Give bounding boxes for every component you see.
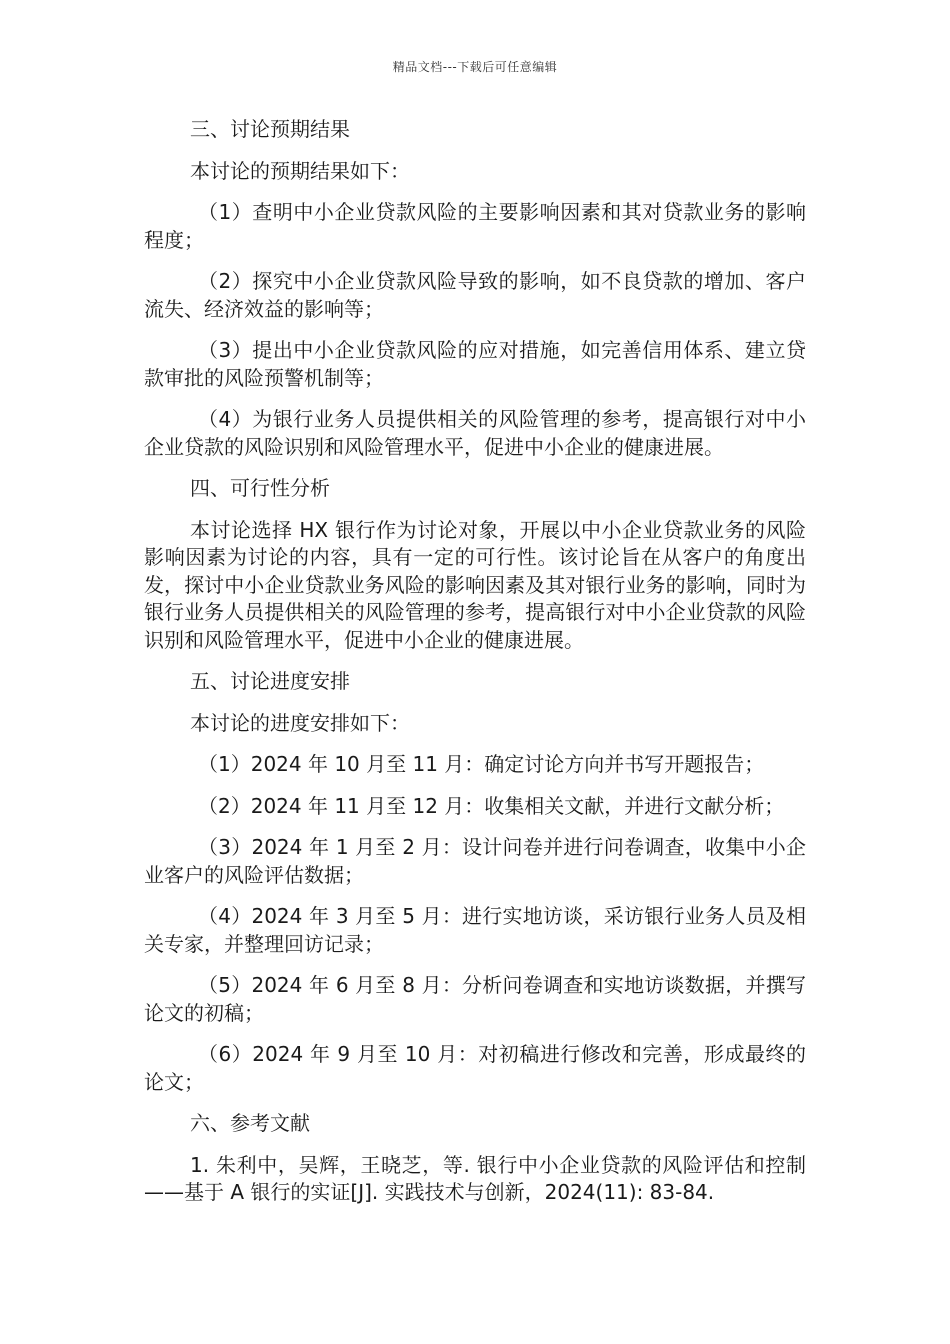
paragraph-schedule-intro: 本讨论的进度安排如下： (190, 710, 410, 735)
section-heading-feasibility: 四、可行性分析 (190, 476, 330, 500)
list-item-schedule-1: （1）2024 年 10 月至 11 月：确定讨论方向并书写开题报告； (198, 752, 765, 776)
list-item-expected-4: （4）为银行业务人员提供相关的风险管理的参考，提高银行对中小企业贷款的风险识别和风险管理水平，促进中小企业的健康进展。 (144, 407, 806, 459)
list-item-expected-1: （1）查明中小企业贷款风险的主要影响因素和其对贷款业务的影响程度； (144, 200, 806, 252)
page-header: 精品文档---下载后可任意编辑 (392, 60, 558, 74)
list-item-schedule-4: （4）2024 年 3 月至 5 月：进行实地访谈，采访银行业务人员及相关专家，并整理回访记录； (144, 904, 806, 956)
paragraph-expected-intro: 本讨论的预期结果如下： (190, 158, 410, 183)
list-item-schedule-6: （6）2024 年 9 月至 10 月：对初稿进行修改和完善，形成最终的论文； (144, 1042, 806, 1094)
list-item-schedule-5: （5）2024 年 6 月至 8 月：分析问卷调查和实地访谈数据，并撰写论文的初稿； (144, 973, 806, 1025)
list-item-expected-3: （3）提出中小企业贷款风险的应对措施，如完善信用体系、建立贷款审批的风险预警机制等； (144, 338, 806, 390)
list-item-expected-2: （2）探究中小企业贷款风险导致的影响，如不良贷款的增加、客户流失、经济效益的影响等； (144, 269, 806, 321)
section-heading-schedule: 五、讨论进度安排 (190, 669, 350, 693)
document-body (144, 116, 806, 1221)
section-heading-expected-results: 三、讨论预期结果 (190, 117, 350, 141)
list-item-schedule-2: （2）2024 年 11 月至 12 月：收集相关文献，并进行文献分析； (198, 793, 785, 818)
reference-item-1: 1. 朱利中，吴辉，王晓芝，等. 银行中小企业贷款的风险评估和控制——基于 A 银行的实证[J]. 实践技术与创新，2024(11): 83-84. (144, 1152, 806, 1204)
section-heading-references: 六、参考文献 (190, 1111, 310, 1135)
paragraph-feasibility: 本讨论选择 HX 银行作为讨论对象，开展以中小企业贷款业务的风险影响因素为讨论的内容，具有一定的可行性。该讨论旨在从客户的角度出发，探讨中小企业贷款业务风险的影响因素及其对银行业务的影响，同时为银行业务人员提供相关的风险管理的参考，提高银行对中小企业贷款的风险识别和风险管理水平，促进中小企业的健康进展。 (144, 517, 806, 652)
list-item-schedule-3: （3）2024 年 1 月至 2 月：设计问卷并进行问卷调查，收集中小企业客户的风险评估数据； (144, 835, 806, 887)
